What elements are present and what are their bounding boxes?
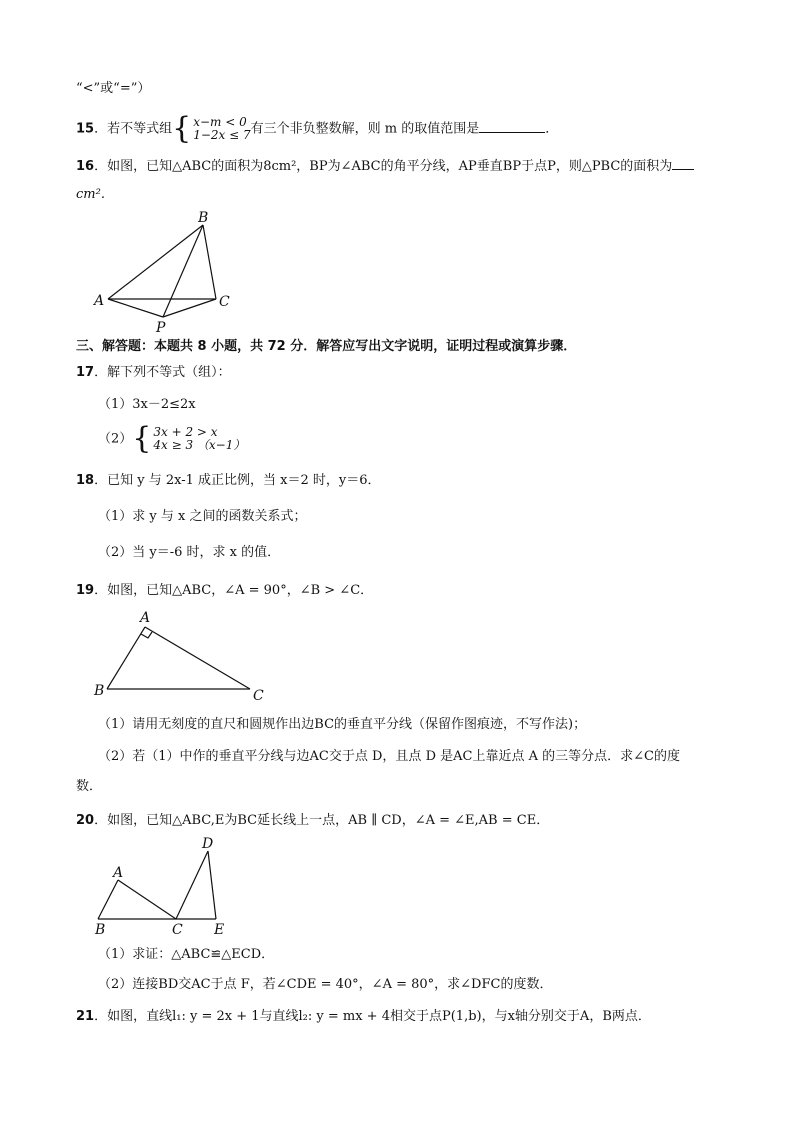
segment-AP [108, 299, 163, 317]
q18-part1-text: （1）求 y 与 x 之间的函数关系式； [98, 509, 307, 524]
q20-text: ．如图，已知△ABC,E为BC延长线上一点，AB ∥ CD，∠A = ∠E,AB = CE． [94, 813, 550, 828]
segment-AC [118, 880, 176, 919]
segment-BA [107, 627, 145, 689]
question-17 [76, 364, 231, 382]
label-B: B [94, 683, 105, 699]
q18-part2 [98, 544, 280, 562]
segment-PC [163, 299, 216, 317]
q16-triangle-figure [88, 210, 248, 335]
question-number: 20 [76, 813, 95, 828]
q20-part1 [98, 946, 274, 964]
label-B: B [95, 922, 106, 938]
q15-end: ． [545, 121, 559, 137]
question-number: 16 [76, 159, 95, 174]
q19-part2-text: （2）若（1）中作的垂直平分线与边AC交于点 D，且点 D 是AC上靠近点 A 的三等分点．求∠C的度 [98, 749, 680, 764]
segment-DE [208, 851, 216, 919]
question-number: 19 [76, 583, 95, 598]
label-B: B [198, 210, 209, 226]
q19-part2 [98, 748, 680, 766]
section-heading-text: 三、解答题：本题共 8 小题，共 72 分．解答应写出文字说明，证明过程或演算步骤． [76, 339, 577, 354]
label-D: D [202, 836, 214, 852]
q20-part2 [98, 976, 552, 994]
segment-AC [145, 627, 250, 689]
label-C: C [172, 922, 183, 938]
label-A: A [140, 610, 151, 626]
q19-part2-cont-text: 数． [76, 779, 103, 794]
question-18 [76, 472, 381, 490]
label-P: P [156, 320, 166, 335]
q17-part1 [98, 396, 196, 414]
q16-line2 [76, 186, 105, 204]
question-number: 21 [76, 1009, 95, 1024]
label-C: C [219, 294, 230, 310]
question-20 [76, 812, 549, 830]
question-number: 18 [76, 473, 95, 488]
segment-BP [163, 225, 203, 317]
segment-BC [203, 225, 216, 299]
q17-part2-label: （2） [98, 431, 133, 447]
question-15 [76, 111, 559, 146]
segment-AB [108, 225, 203, 299]
q19-right-triangle-figure [88, 608, 278, 703]
q17-part1-text: （1）3x－2≤2x [98, 397, 196, 412]
question-number: 17 [76, 365, 95, 380]
answer-blank [672, 156, 694, 170]
segment-CD [176, 851, 208, 919]
inequality-1: x−m < 0 [193, 115, 247, 129]
label-C: C [253, 688, 264, 703]
segment-BA [98, 880, 118, 919]
label-E: E [214, 922, 225, 938]
q18-text: ．已知 y 与 2x-1 成正比例，当 x＝2 时，y＝6． [94, 473, 381, 488]
label-A: A [113, 865, 124, 881]
q14-tail [76, 80, 150, 98]
inequality-system: { 3x + 2 > x 4x ≥ 3 （x−1） [132, 421, 246, 456]
q19-part1 [98, 716, 586, 734]
answer-blank [479, 119, 545, 133]
question-number: 15 [76, 121, 95, 137]
q17-text: ．解下列不等式（组）： [94, 365, 231, 380]
q16-text: ．如图，已知△ABC的面积为8cm²，BP为∠ABC的角平分线，AP垂直BP于点P，则△PBC的面积为 [94, 159, 673, 174]
q19-part2-cont [76, 778, 102, 796]
question-21 [76, 1008, 651, 1026]
q16-unit: cm². [76, 187, 105, 202]
q20-part1-text: （1）求证：△ABC≌△ECD． [98, 947, 275, 962]
q19-text: ．如图，已知△ABC，∠A = 90°，∠B > ∠C． [94, 583, 374, 598]
q20-figure [88, 834, 248, 942]
question-16 [76, 156, 694, 176]
q17-part2 [98, 421, 246, 456]
inequality-1: 3x + 2 > x [153, 425, 218, 439]
q15-prefix: ．若不等式组 [94, 121, 173, 137]
inequality-2: 1−2x ≤ 7 [193, 128, 251, 142]
inequality-system: { x−m < 0 1−2x ≤ 7 [172, 111, 251, 146]
right-angle-mark [141, 632, 152, 638]
q18-part1 [98, 508, 306, 526]
q20-part2-text: （2）连接BD交AC于点 F，若∠CDE = 40°，∠A = 80°，求∠DFC的度数． [98, 977, 553, 992]
q18-part2-text: （2）当 y＝-6 时，求 x 的值． [98, 545, 281, 560]
question-19 [76, 582, 373, 600]
q14-tail-text: “<”或“=”） [76, 81, 151, 96]
q19-part1-text: （1）请用无刻度的直尺和圆规作出边BC的垂直平分线（保留作图痕迹，不写作法)； [98, 717, 587, 732]
q15-text: 有三个非负整数解，则 m 的取值范围是 [250, 121, 480, 137]
label-A: A [94, 293, 105, 309]
q21-text: ．如图，直线l₁: y = 2x + 1与直线l₂: y = mx + 4相交于点P(1,b)，与x轴分别交于A，B两点． [94, 1009, 651, 1024]
section-heading [76, 338, 576, 356]
inequality-2: 4x ≥ 3 （x−1） [153, 438, 246, 452]
